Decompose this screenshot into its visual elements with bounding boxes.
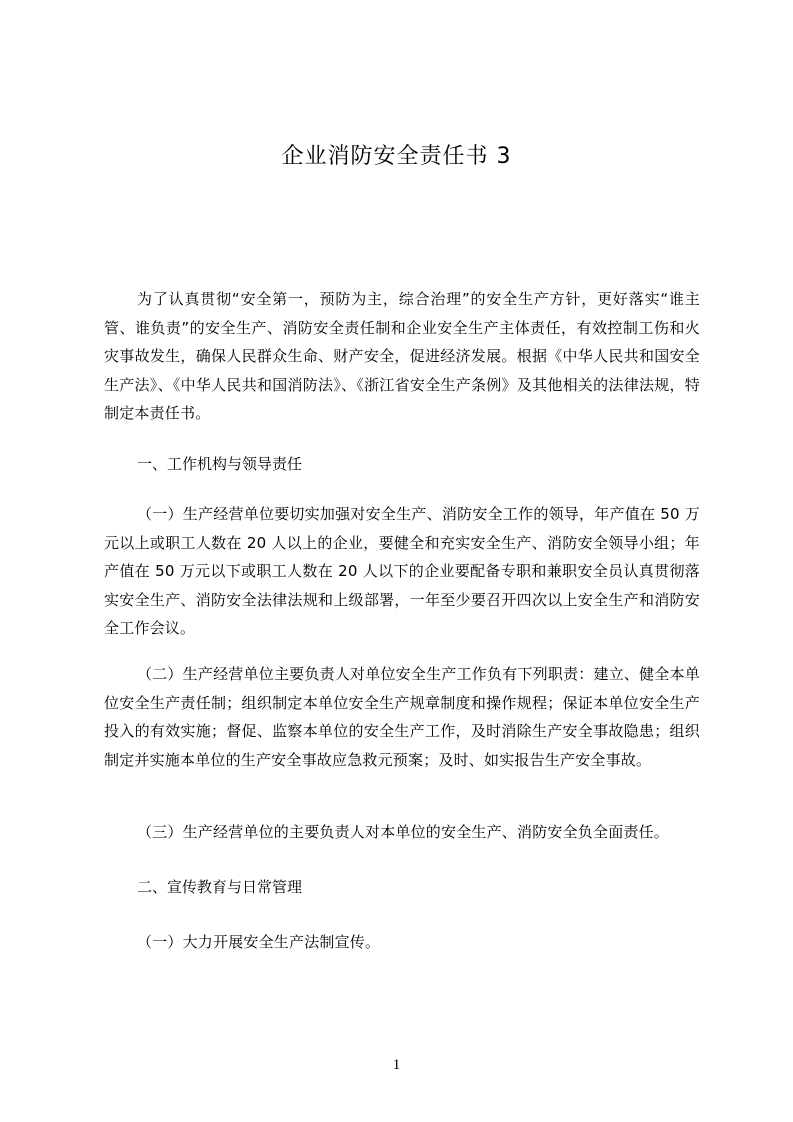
section-1-paragraph-2: （二）生产经营单位主要负责人对单位安全生产工作负有下列职责：建立、健全本单位安全生产责任制；组织制定本单位安全生产规章制度和操作规程；保证本单位安全生产投入的有效实施；督促、监察本单位的安全生产工作，及时消除生产安全事故隐患；组织制定并实施本单位的生产安全事故应急救元预案；及时、如实报告生产安全事故。 [104,665,700,769]
section-1-paragraph-1: （一）生产经营单位要切实加强对安全生产、消防安全工作的领导，年产值在 50 万元以上或职工人数在 20 人以上的企业，要健全和充实安全生产、消防安全领导小组；年产值在 50 万元以下或职工人数在 20 人以下的企业要配备专职和兼职安全员认真贯彻落实安全生产、消防安全法律法规和上级部署，一年至少要召开四次以上安全生产和消防安全工作会议。 [104,505,700,637]
intro-paragraph: 为了认真贯彻“安全第一，预防为主，综合治理”的安全生产方针，更好落实“谁主管、谁负责”的安全生产、消防安全责任制和企业安全生产主体责任，有效控制工伤和火灾事故发生，确保人民群众生命、财产安全，促进经济发展。根据《中华人民共和国安全生产法》、《中华人民共和国消防法》、《浙江省安全生产条例》及其他相关的法律法规，特制定本责任书。 [104,290,700,422]
section-1-paragraph-3: （三）生产经营单位的主要负责人对本单位的安全生产、消防安全负全面责任。 [137,823,670,841]
section-2-paragraph-1: （一）大力开展安全生产法制宣传。 [137,933,381,951]
page-number: 1 [392,1057,401,1073]
section-heading-publicity-education: 二、宣传教育与日常管理 [137,878,303,896]
document-title: 企业消防安全责任书 3 [281,144,512,169]
section-heading-work-organization: 一、工作机构与领导责任 [137,455,303,473]
